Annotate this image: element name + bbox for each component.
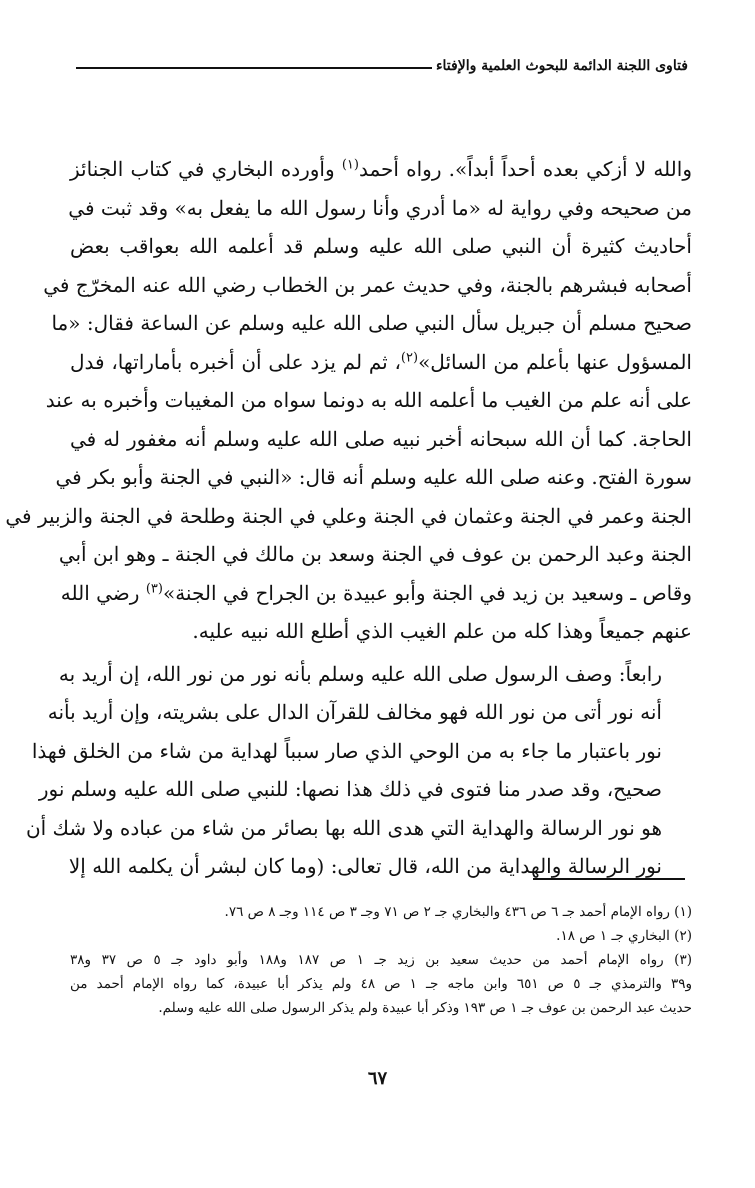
text-line: هو نور الرسالة والهداية التي هدى الله بها بصائر من شاء من عباده ولا شك أن bbox=[25, 815, 662, 840]
footnote-line: و٣٩ والترمذي جـ ٥ ص ٦٥١ وابن ماجه جـ ١ ص ٤٨ ولم يذكر أبا عبيدة، كما رواه الإمام أحمد من bbox=[70, 976, 693, 992]
text-line bbox=[70, 343, 692, 382]
footnote-ref-3: (٣) bbox=[145, 580, 163, 596]
footnote-2 bbox=[70, 924, 692, 948]
text-line: نور باعتبار ما جاء به من الوحي الذي صار سبباً لهداية من شاء من الخلق فهذا bbox=[31, 738, 662, 763]
text-line: على أنه علم من الغيب ما أعلمه الله به دونما سواه من المغيبات وأخبره به عند bbox=[45, 388, 692, 412]
text-line: عنهم جميعاً وهذا كله من علم الغيب الذي أطلع الله نبيه عليه. bbox=[192, 619, 692, 643]
paragraph-2 bbox=[25, 655, 692, 886]
text-line: الجنة وعمر في الجنة وعثمان في الجنة وعلي في الجنة وطلحة في الجنة والزبير في bbox=[5, 503, 692, 528]
text-line: الحاجة. كما أن الله سبحانه أخبر نبيه صلى الله عليه وسلم أنه مغفور له في bbox=[70, 426, 692, 451]
text-run: ، ثم لم يزد على أن أخبره بأماراتها، فدل bbox=[70, 349, 401, 374]
footnote-rule bbox=[533, 878, 685, 880]
footnote-line: (٢) البخاري جـ ١ ص ١٨. bbox=[556, 928, 692, 944]
paragraph-1 bbox=[5, 150, 692, 651]
text-line: من صحيحه وفي رواية له «ما أدري وأنا رسول الله ما يفعل به» وقد ثبت في bbox=[68, 195, 692, 220]
text-line bbox=[70, 150, 692, 189]
text-line: أصحابه فبشرهم بالجنة، وفي حديث عمر بن الخطاب رضي الله عنه المخرّج في bbox=[43, 272, 692, 297]
footnote-ref-1: (١) bbox=[341, 157, 359, 173]
text-line: صحيح مسلم أن جبريل سأل النبي صلى الله عليه وسلم عن الساعة فقال: «ما bbox=[51, 311, 692, 335]
body-text bbox=[5, 150, 692, 886]
text-line: رابعاً: وصف الرسول صلى الله عليه وسلم بأنه نور من نور الله، إن أريد به bbox=[58, 661, 662, 686]
text-line bbox=[60, 574, 692, 613]
text-line: أنه نور أتى من نور الله فهو مخالف للقرآن الدال على بشريته، وإن أريد بأنه bbox=[47, 700, 662, 724]
text-run: والله لا أزكي بعده أحداً أبداً». رواه أحمد bbox=[358, 157, 692, 181]
page-number: ٦٧ bbox=[367, 1068, 388, 1089]
footnote-1 bbox=[70, 900, 692, 924]
footnote-line: (٣) رواه الإمام أحمد من حديث سعيد بن زيد جـ ١ ص ١٨٧ و١٨٨ وأبو داود جـ ٥ ص ٣٧ و٣٨ bbox=[70, 952, 692, 968]
footnotes bbox=[70, 900, 692, 1020]
text-line: الجنة وعبد الرحمن بن عوف في الجنة وسعد بن مالك في الجنة ـ وهو ابن أبي bbox=[58, 542, 692, 566]
text-run: رضي الله bbox=[60, 580, 146, 605]
footnote-ref-2: (٢) bbox=[400, 349, 419, 365]
footnote-line: حديث عبد الرحمن بن عوف جـ ١ ص ١٩٣ وذكر أبا عبيدة ولم يذكر الرسول صلى الله عليه وسلم. bbox=[158, 1000, 692, 1016]
footnote-3 bbox=[70, 948, 692, 1020]
footnote-line: (١) رواه الإمام أحمد جـ ٦ ص ٤٣٦ والبخاري جـ ٢ ص ٧١ وجـ ٣ ص ١١٤ وجـ ٨ ص ٧٦. bbox=[224, 904, 692, 920]
running-header bbox=[76, 58, 688, 74]
text-line: سورة الفتح. وعنه صلى الله عليه وسلم أنه قال: «النبي في الجنة وأبو بكر في bbox=[55, 465, 692, 489]
text-run: وقاص ـ وسعيد بن زيد في الجنة وأبو عبيدة بن الجراح في الجنة» bbox=[162, 580, 692, 605]
header-rule bbox=[76, 67, 432, 69]
text-line: أحاديث كثيرة أن النبي صلى الله عليه وسلم قد أعلمه الله بعواقب بعض bbox=[70, 234, 692, 258]
text-run: وأورده البخاري في كتاب الجنائز bbox=[70, 157, 342, 181]
running-title: فتاوى اللجنة الدائمة للبحوث العلمية والإفتاء bbox=[435, 58, 688, 74]
text-line: صحيح، وقد صدر منا فتوى في ذلك هذا نصها: للنبي صلى الله عليه وسلم نور bbox=[38, 777, 662, 801]
text-run: المسؤول عنها بأعلم من السائل» bbox=[418, 349, 692, 374]
text-line: نور الرسالة والهداية من الله، قال تعالى: (وما كان لبشر أن يكلمه الله إلا bbox=[68, 854, 662, 878]
